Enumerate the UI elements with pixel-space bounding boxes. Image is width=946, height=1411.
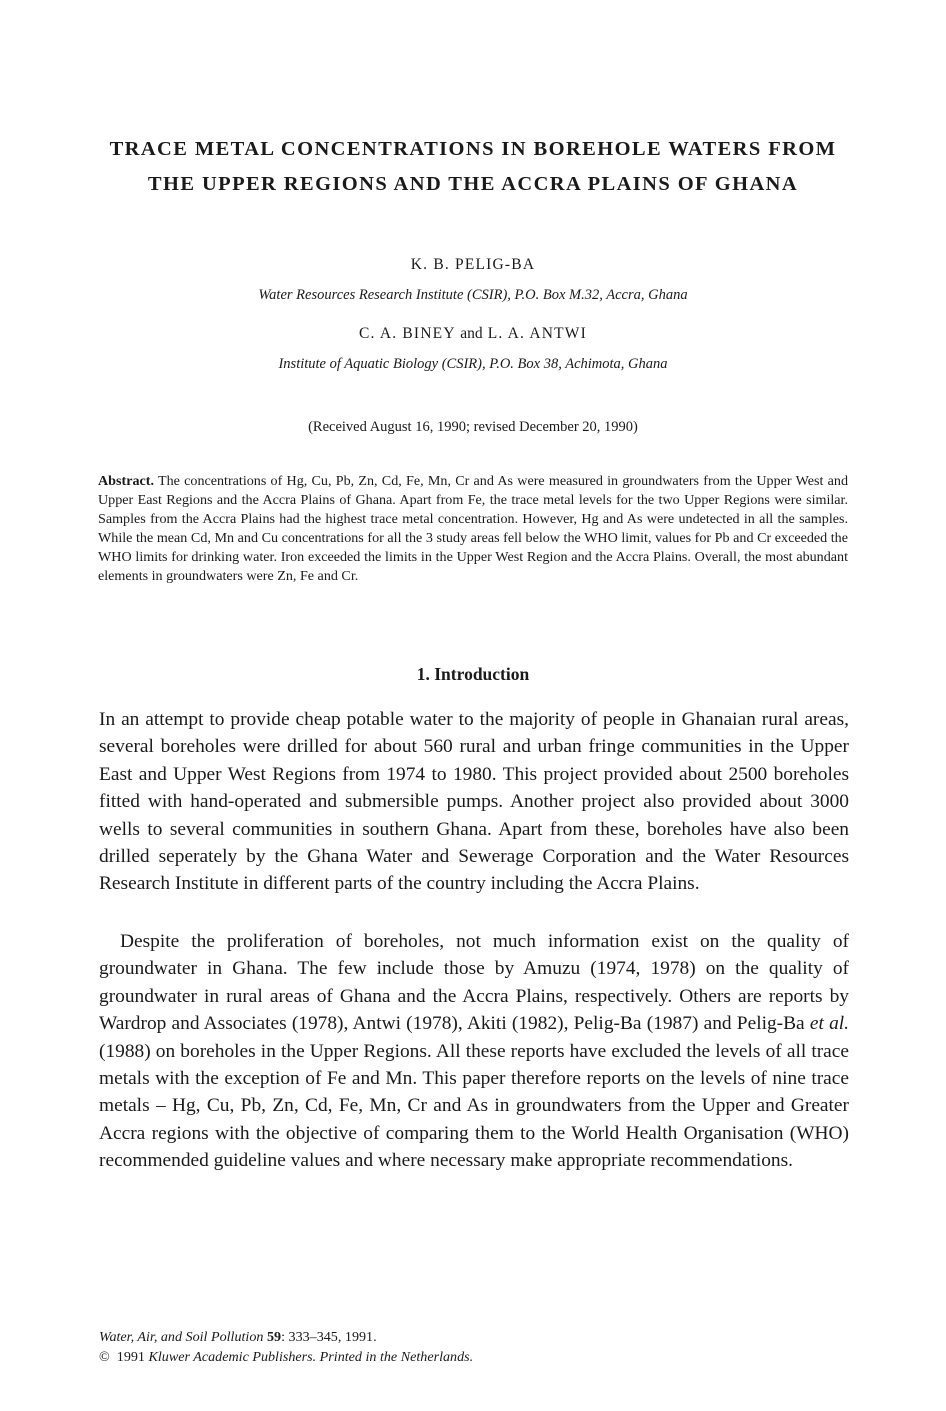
affiliation-2: Institute of Aquatic Biology (CSIR), P.O. Box 38, Achimota, Ghana <box>278 356 668 372</box>
intro-paragraph-1 <box>99 706 849 898</box>
copyright-icon: © <box>99 1348 110 1365</box>
journal-volume: 59 <box>266 1329 282 1345</box>
author-and: and <box>460 325 483 342</box>
et-al: et al. <box>809 1013 850 1035</box>
copyright-year: 1991 <box>116 1348 145 1365</box>
section-heading-introduction: 1. Introduction <box>416 664 530 684</box>
journal-pages: : 333–345, 1991. <box>281 1329 377 1345</box>
abstract-text: The concentrations of Hg, Cu, Pb, Zn, Cd, Fe, Mn, Cr and As were measured in groundwaters from the Upper West and Upper East Regions and the Accra Plains of Ghana. Apart from Fe, the trace metal levels for the two Upper Regions were similar. Samples from the Accra Plains had the highest trace metal concentration. However, Hg and As were undetected in all the samples. While the mean Cd, Mn and Cu concentrations for all the 3 study areas fell below the WHO limit, values for Pb and Cr exceeded the WHO limits for drinking water. Iron exceeded the limits in the Upper West Region and the Accra Plains. Overall, the most abundant elements in groundwaters were Zn, Fe and Cr. <box>98 473 848 585</box>
title-line-1: TRACE METAL CONCENTRATIONS IN BOREHOLE WATERS FROM <box>109 138 837 160</box>
journal-name: Water, Air, and Soil Pollution <box>99 1329 264 1345</box>
publisher: Kluwer Academic Publishers. Printed in the Netherlands. <box>148 1348 474 1365</box>
author-1: K. B. PELIG-BA <box>410 256 536 273</box>
author-2a: C. A. BINEY <box>358 325 456 342</box>
intro-paragraph-2-part-a: Despite the proliferation of boreholes, not much information exist on the quality of groundwater in Ghana. The few include those by Amuzu (1974, 1978) on the quality of groundwater in rural areas of Ghana and the Accra Plains, respectively. Others are reports by Wardrop and Associates (1978), Antwi (1978), Akiti (1982), Pelig-Ba (1987) and Pelig-Ba <box>99 931 849 1035</box>
abstract-label: Abstract. <box>98 473 154 489</box>
paper-title <box>60 132 886 202</box>
title-line-2: THE UPPER REGIONS AND THE ACCRA PLAINS OF GHANA <box>147 173 799 195</box>
intro-paragraph-2-part-b: (1988) on boreholes in the Upper Regions. All these reports have excluded the levels of all trace metals with the exception of Fe and Mn. This paper therefore reports on the levels of nine trace metals – Hg, Cu, Pb, Zn, Cd, Fe, Mn, Cr and As in groundwaters from the Upper and Greater Accra regions with the objective of comparing them to the World Health Organisation (WHO) recommended guideline values and where necessary make appropriate recommendations. <box>99 1040 849 1172</box>
received-dates: (Received August 16, 1990; revised December 20, 1990) <box>308 419 638 435</box>
author-2b: L. A. ANTWI <box>487 325 588 342</box>
copyright-line <box>99 1348 473 1368</box>
author-2 <box>60 325 886 343</box>
journal-citation <box>99 1328 473 1348</box>
journal-footer <box>99 1328 473 1367</box>
affiliation-1: Water Resources Research Institute (CSIR), P.O. Box M.32, Accra, Ghana <box>258 287 688 303</box>
intro-paragraph-2 <box>99 928 849 1175</box>
abstract <box>98 472 848 587</box>
intro-paragraph-1-text: In an attempt to provide cheap potable water to the majority of people in Ghanaian rural areas, several boreholes were drilled for about 560 rural and urban fringe communities in the Upper East and Upper West Regions from 1974 to 1980. This project provided about 2500 boreholes fitted with hand-operated and submersible pumps. Another project also provided about 3000 wells to several communities in southern Ghana. Apart from these, boreholes have also been drilled seperately by the Ghana Water and Sewerage Corporation and the Water Resources Research Institute in different parts of the country including the Accra Plains. <box>99 709 849 895</box>
